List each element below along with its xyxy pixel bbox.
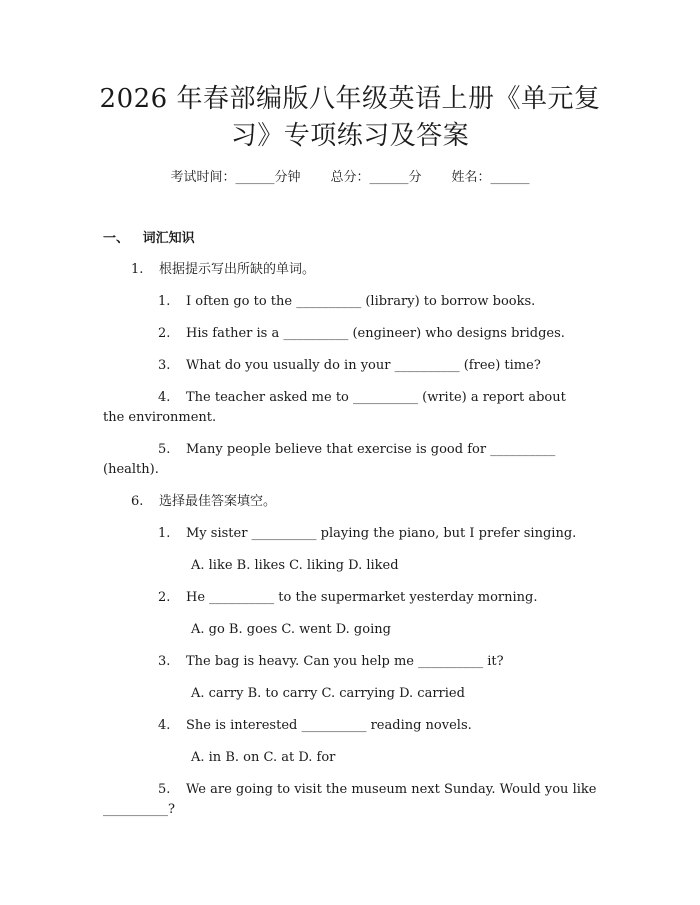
section-heading [103, 229, 195, 249]
item-number: 1. [158, 294, 171, 309]
question-item [158, 588, 538, 608]
question-item [158, 440, 555, 460]
exam-info-row [0, 168, 700, 188]
answer-options: A. in B. on C. at D. for [191, 750, 336, 765]
exam-time-field: 考试时间：______分钟 [170, 170, 301, 185]
item-text-continuation: the environment. [103, 410, 217, 425]
item-text: He __________ to the supermarket yesterday morning. [186, 590, 538, 605]
item-number: 2. [158, 590, 171, 605]
question-item [158, 524, 576, 544]
section-number: 一、 [103, 231, 130, 246]
document-title-line-2: 习》专项练习及答案 [230, 121, 470, 151]
item-number: 2. [158, 326, 171, 341]
item-text: We are going to visit the museum next Sunday. Would you like [186, 782, 597, 797]
student-name-field: 姓名：______ [451, 170, 530, 185]
question-heading [131, 260, 315, 280]
section-title: 词汇知识 [142, 231, 195, 246]
item-number: 1. [158, 526, 171, 541]
answer-options: A. go B. goes C. went D. going [191, 622, 391, 637]
question-item [158, 652, 504, 672]
item-text: His father is a __________ (engineer) who designs bridges. [186, 326, 565, 341]
question-item [158, 716, 472, 736]
item-number: 5. [158, 782, 171, 797]
item-text: The bag is heavy. Can you help me __________ it? [186, 654, 504, 669]
item-number: 4. [158, 390, 171, 405]
item-text: She is interested __________ reading novels. [186, 718, 472, 733]
question-item [158, 388, 566, 408]
question-instruction: 选择最佳答案填空。 [159, 494, 277, 509]
document-title-line-1: 2026 年春部编版八年级英语上册《单元复 [99, 84, 601, 114]
exam-score-field: 总分：______分 [330, 170, 422, 185]
question-item [158, 780, 596, 800]
item-text: The teacher asked me to __________ (write) a report about [186, 390, 566, 405]
question-item [158, 292, 535, 312]
question-item [158, 324, 565, 344]
question-heading [131, 492, 276, 512]
item-text-continuation: (health). [103, 462, 159, 477]
item-text-continuation: __________? [103, 802, 175, 817]
item-number: 3. [158, 358, 171, 373]
item-number: 5. [158, 442, 171, 457]
item-number: 3. [158, 654, 171, 669]
question-item [158, 356, 541, 376]
item-text: Many people believe that exercise is good for __________ [186, 442, 556, 457]
answer-options: A. carry B. to carry C. carrying D. carried [191, 686, 465, 701]
answer-options: A. like B. likes C. liking D. liked [191, 558, 399, 573]
item-text: I often go to the __________ (library) to borrow books. [186, 294, 536, 309]
question-number: 1. [131, 262, 144, 277]
item-number: 4. [158, 718, 171, 733]
question-number: 6. [131, 494, 144, 509]
question-instruction: 根据提示写出所缺的单词。 [159, 262, 316, 277]
item-text: What do you usually do in your __________ (free) time? [186, 358, 541, 373]
item-text: My sister __________ playing the piano, but I prefer singing. [186, 526, 577, 541]
